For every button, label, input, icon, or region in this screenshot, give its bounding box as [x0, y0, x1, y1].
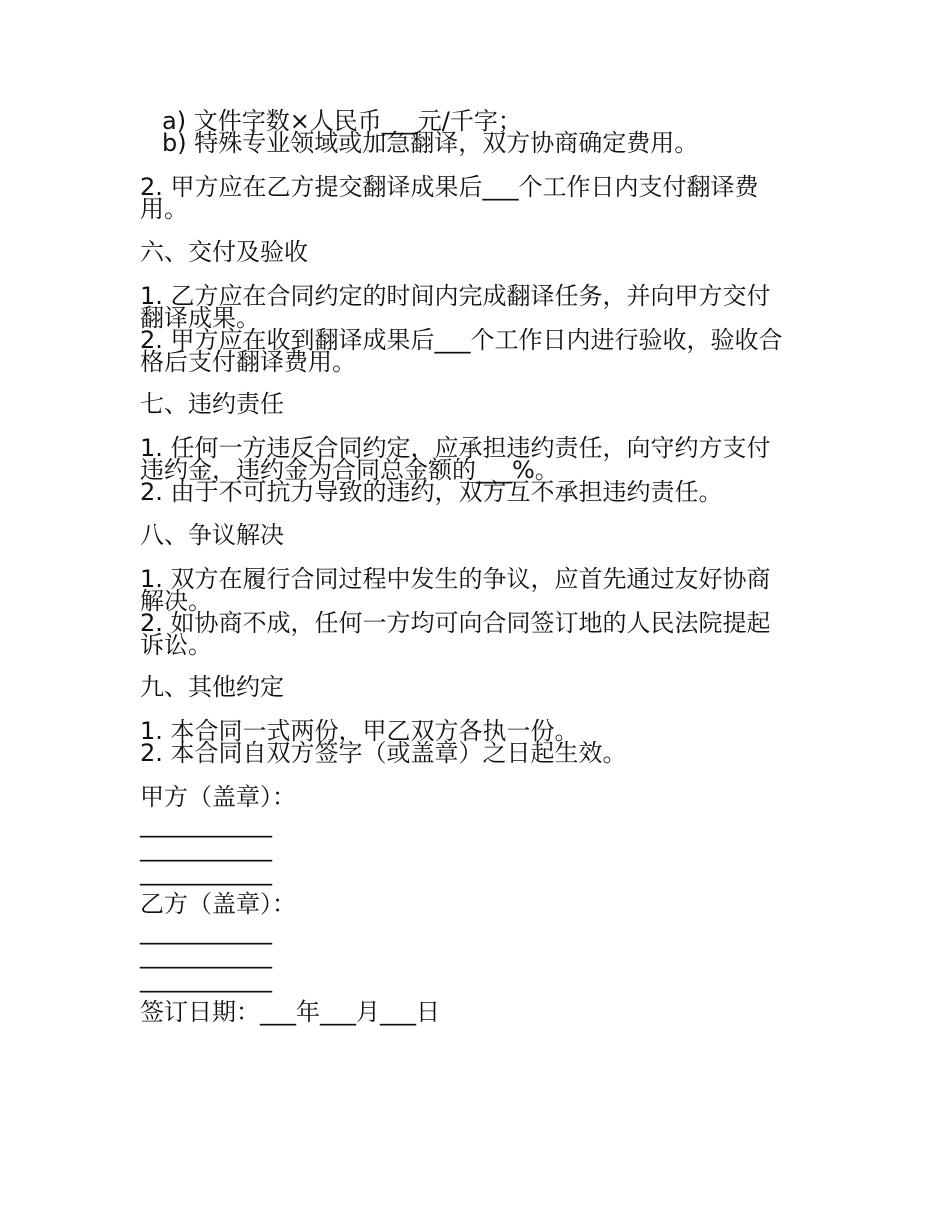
party-b-blank-2: ___________	[140, 941, 272, 969]
delivery-clause-2-line-2: 格后支付翻译费用。	[140, 348, 356, 376]
payment-clause-line-1: 2. 甲方应在乙方提交翻译成果后___个工作日内支付翻译费	[140, 173, 759, 201]
liability-clause-2: 2. 由于不可抗力导致的违约，双方互不承担违约责任。	[140, 478, 723, 506]
delivery-clause-2-line-1: 2. 甲方应在收到翻译成果后___个工作日内进行验收，验收合	[140, 326, 783, 354]
dispute-clause-1-line-1: 1. 双方在履行合同过程中发生的争议，应首先通过友好协商	[140, 565, 771, 593]
dispute-clause-2-line-1: 2. 如协商不成，任何一方均可向合同签订地的人民法院提起	[140, 609, 771, 637]
party-a-blank-1: ___________	[140, 810, 272, 838]
other-clause-1: 1. 本合同一式两份，甲乙双方各执一份。	[140, 717, 579, 745]
section-heading-dispute: 八、争议解决	[140, 521, 284, 549]
party-b-blank-1: ___________	[140, 917, 272, 945]
liability-clause-1-line-2: 违约金，违约金为合同总金额的___%。	[140, 456, 559, 484]
fee-item-a: a) 文件字数×人民币___元/千字；	[162, 107, 522, 135]
party-a-blank-2: ___________	[140, 834, 272, 862]
signing-date: 签订日期：___年___月___日	[140, 998, 440, 1026]
party-a-label: 甲方（盖章）：	[140, 783, 296, 811]
section-heading-delivery: 六、交付及验收	[140, 238, 308, 266]
liability-clause-1-line-1: 1. 任何一方违反合同约定，应承担违约责任，向守约方支付	[140, 434, 771, 462]
dispute-clause-1-line-2: 解决。	[140, 587, 212, 615]
payment-clause-line-2: 用。	[140, 195, 188, 223]
party-a-blank-3: ___________	[140, 858, 272, 886]
fee-item-b: b) 特殊专业领域或加急翻译，双方协商确定费用。	[162, 129, 699, 157]
section-heading-liability: 七、违约责任	[140, 390, 284, 418]
party-b-label: 乙方（盖章）：	[140, 890, 296, 918]
delivery-clause-1-line-1: 1. 乙方应在合同约定的时间内完成翻译任务，并向甲方交付	[140, 282, 771, 310]
dispute-clause-2-line-2: 诉讼。	[140, 631, 212, 659]
section-heading-other: 九、其他约定	[140, 673, 284, 701]
party-b-blank-3: ___________	[140, 965, 272, 993]
other-clause-2: 2. 本合同自双方签字（或盖章）之日起生效。	[140, 739, 627, 767]
delivery-clause-1-line-2: 翻译成果。	[140, 304, 260, 332]
